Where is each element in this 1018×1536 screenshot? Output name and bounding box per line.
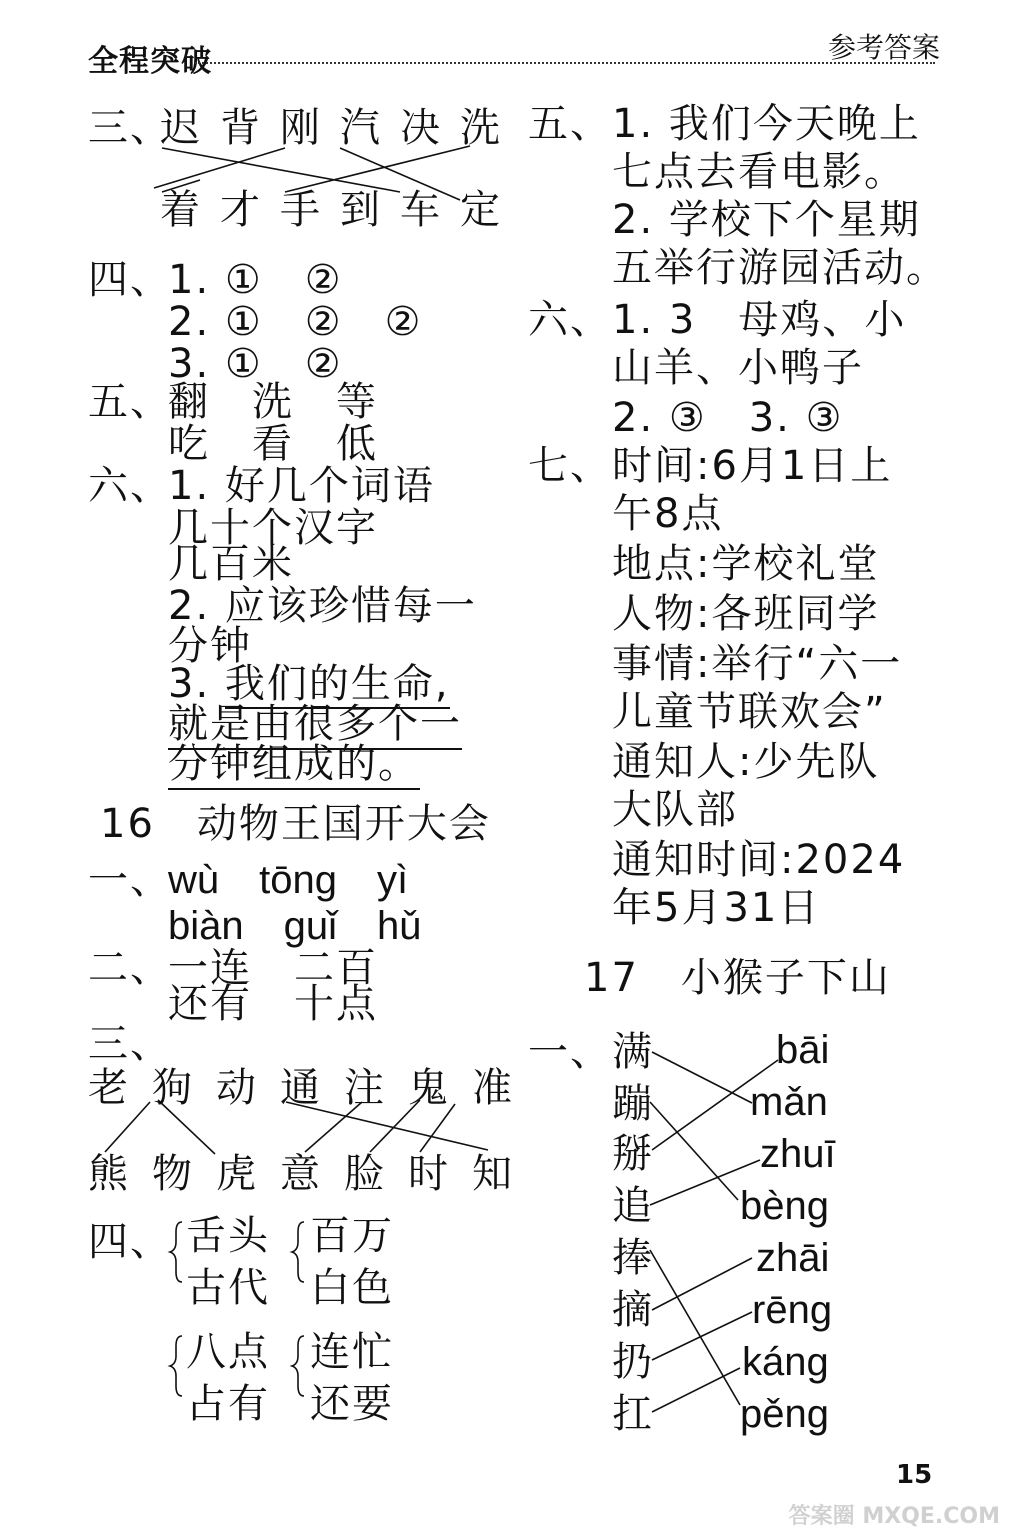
word-group: 还要 xyxy=(310,1381,394,1427)
l16-s3-bottom-row xyxy=(88,1150,514,1198)
match-pinyin: bāi xyxy=(776,1028,830,1072)
answer-line: 七点去看电影。 xyxy=(612,149,906,195)
word-group: 百万 xyxy=(310,1213,394,1259)
answer-line: 还有 十点 xyxy=(168,981,378,1027)
left-section-3-label: 三、 xyxy=(88,105,172,151)
word-char: 老 xyxy=(88,1065,130,1111)
answer-line: 几百米 xyxy=(168,541,294,587)
word-char: 通 xyxy=(280,1065,322,1111)
answer-line: 3. ① ② xyxy=(168,341,343,387)
word-char: 才 xyxy=(220,187,262,233)
word-char: 物 xyxy=(152,1151,194,1197)
word-char: 汽 xyxy=(340,105,382,151)
l16-section-2-label: 二、 xyxy=(88,945,172,991)
answer-line: 一连 二百 xyxy=(168,945,378,991)
lesson-17-title: 17 小猴子下山 xyxy=(584,955,891,1001)
match-char: 满 xyxy=(612,1029,654,1075)
answer-line: 分钟 xyxy=(168,623,252,669)
l16-section-1-label: 一、 xyxy=(88,857,172,903)
word-char: 熊 xyxy=(88,1151,130,1197)
answer-line: 几十个汉字 xyxy=(168,505,378,551)
match-char: 扔 xyxy=(612,1339,654,1385)
match-char: 掰 xyxy=(612,1131,654,1177)
page-number: 15 xyxy=(896,1460,933,1490)
word-group: 白色 xyxy=(310,1265,394,1311)
match-pinyin: zhuī xyxy=(760,1132,836,1176)
word-char: 到 xyxy=(340,187,382,233)
word-char: 决 xyxy=(400,105,442,151)
left-s3-top-row xyxy=(160,104,502,152)
item-number: 3. xyxy=(168,661,225,707)
left-section-4-label: 四、 xyxy=(88,257,172,303)
l16-section-4-label: 四、 xyxy=(88,1219,172,1265)
word-group: 八点 xyxy=(186,1329,270,1375)
notice-line: 通知时间:2024 xyxy=(612,837,906,883)
match-pinyin: pěng xyxy=(740,1392,829,1436)
lesson-16-title: 16 动物王国开大会 xyxy=(100,801,491,847)
notice-line: 时间:6月1日上 xyxy=(612,443,893,489)
answer-line: 2. 学校下个星期 xyxy=(612,197,921,243)
match-pinyin: zhāi xyxy=(756,1236,830,1280)
answer-line: 山羊、小鸭子 xyxy=(612,345,864,391)
word-char: 狗 xyxy=(152,1065,194,1111)
underlined-sentence: 我们的生命, xyxy=(224,661,450,707)
word-char: 迟 xyxy=(160,105,202,151)
match-pinyin: káng xyxy=(742,1340,829,1384)
notice-line: 儿童节联欢会” xyxy=(612,689,887,735)
word-char: 准 xyxy=(472,1065,514,1111)
left-section-5-label: 五、 xyxy=(88,379,172,425)
match-char: 摘 xyxy=(612,1287,654,1333)
word-char: 车 xyxy=(400,187,442,233)
word-char: 着 xyxy=(160,187,202,233)
word-char: 知 xyxy=(472,1151,514,1197)
word-char: 洗 xyxy=(460,105,502,151)
word-group: 舌头 xyxy=(186,1213,270,1259)
answer-line: 1. 3 母鸡、小 xyxy=(612,297,907,343)
word-char: 刚 xyxy=(280,105,322,151)
l16-s3-top-row xyxy=(88,1064,514,1112)
match-char: 扛 xyxy=(612,1391,654,1437)
answer-line: 吃 看 低 xyxy=(168,421,378,467)
notice-line: 通知人:少先队 xyxy=(612,739,880,785)
left-s3-bottom-row xyxy=(160,186,502,234)
word-char: 脸 xyxy=(344,1151,386,1197)
answer-line: 翻 洗 等 xyxy=(168,379,378,425)
word-group: 古代 xyxy=(186,1265,270,1311)
answer-line: 2. ③ 3. ③ xyxy=(612,395,844,441)
word-char: 动 xyxy=(216,1065,258,1111)
right-section-7-label: 七、 xyxy=(528,443,612,489)
right-section-5-label: 五、 xyxy=(528,101,612,147)
pinyin-line: biàn guǐ hǔ xyxy=(168,904,422,948)
word-group: 连忙 xyxy=(310,1329,394,1375)
word-char: 背 xyxy=(220,105,262,151)
answer-line: 2. 应该珍惜每一 xyxy=(168,583,477,629)
answer-line: 五举行游园活动。 xyxy=(612,245,948,291)
underlined-sentence: 分钟组成的。 xyxy=(168,740,420,790)
match-char: 追 xyxy=(612,1183,654,1229)
word-char: 时 xyxy=(408,1151,450,1197)
word-group: 占有 xyxy=(186,1381,270,1427)
notice-line: 地点:学校礼堂 xyxy=(612,541,880,587)
pinyin-line: wù tōng yì xyxy=(168,858,409,902)
notice-line: 事情:举行“六一 xyxy=(612,641,903,687)
notice-line: 大队部 xyxy=(612,787,738,833)
left-section-6-label: 六、 xyxy=(88,463,172,509)
match-char: 蹦 xyxy=(612,1081,654,1127)
word-char: 鬼 xyxy=(408,1065,450,1111)
watermark: 答案圈 MXQE.COM xyxy=(788,1504,1000,1529)
notice-line: 午8点 xyxy=(612,491,724,537)
word-char: 虎 xyxy=(216,1151,258,1197)
match-pinyin: mǎn xyxy=(750,1080,828,1124)
book-logo: 全程突破 xyxy=(88,44,212,79)
notice-line: 年5月31日 xyxy=(612,885,821,931)
answer-line: 1. 我们今天晚上 xyxy=(612,101,921,147)
match-pinyin: rēng xyxy=(752,1288,833,1332)
header-answer-label: 参考答案 xyxy=(828,31,941,64)
word-char: 定 xyxy=(460,187,502,233)
notice-line: 人物:各班同学 xyxy=(612,591,880,637)
answer-line: 2. ① ② ② xyxy=(168,299,423,345)
right-section-6-label: 六、 xyxy=(528,297,612,343)
word-char: 意 xyxy=(280,1151,322,1197)
answer-line: 1. 好几个词语 xyxy=(168,463,435,509)
underlined-sentence: 就是由很多个一 xyxy=(168,700,462,750)
match-pinyin: bèng xyxy=(740,1184,829,1228)
match-char: 捧 xyxy=(612,1235,654,1281)
word-char: 注 xyxy=(344,1065,386,1111)
answer-line: 1. ① ② xyxy=(168,257,343,303)
l16-section-3-label: 三、 xyxy=(88,1021,172,1067)
l17-section-1-label: 一、 xyxy=(528,1029,612,1075)
word-char: 手 xyxy=(280,187,322,233)
